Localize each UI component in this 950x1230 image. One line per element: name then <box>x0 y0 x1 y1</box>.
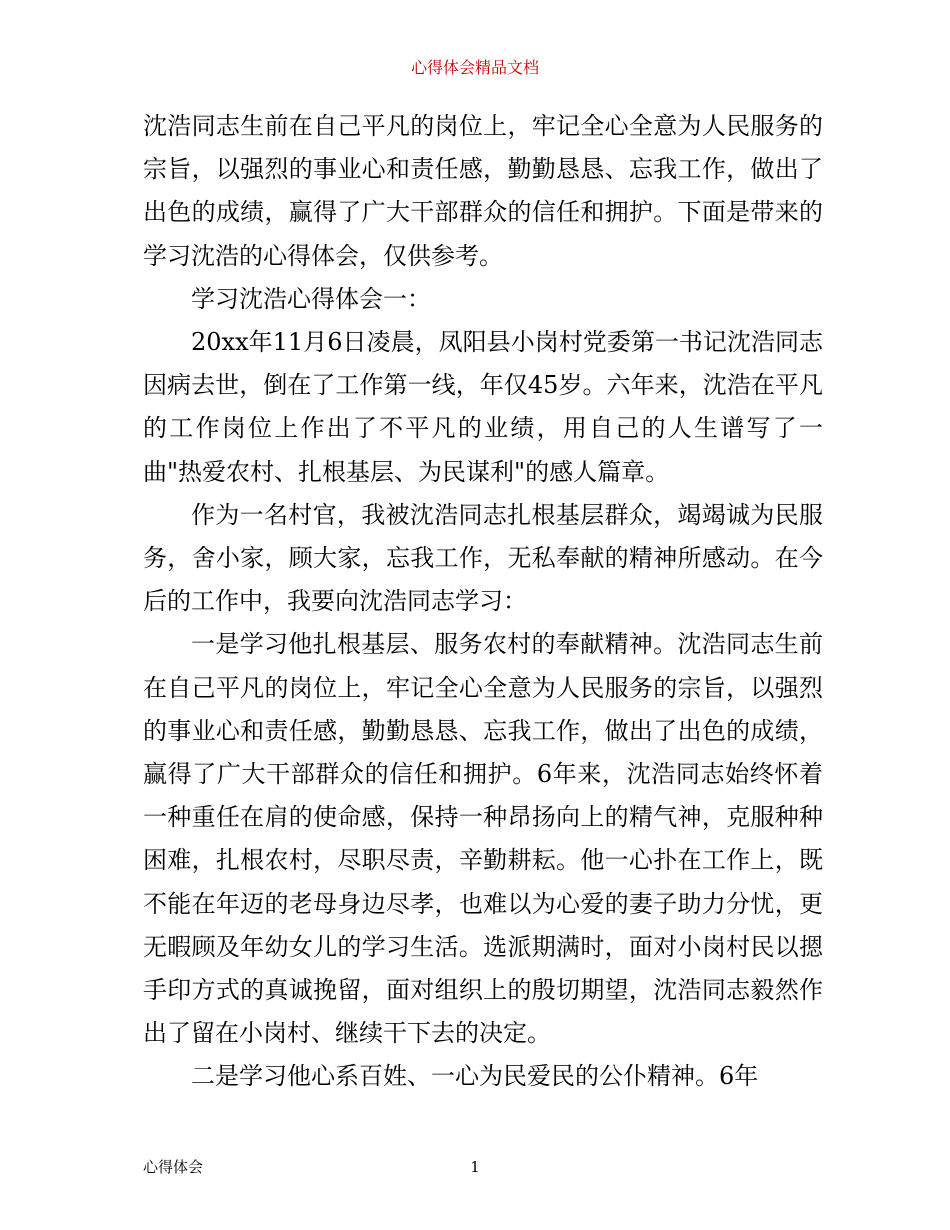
page-number: 1 <box>470 1158 480 1176</box>
footer-label: 心得体会 <box>143 1158 204 1176</box>
header-title: 心得体会精品文档 <box>410 58 539 77</box>
paragraph-point-two: 二是学习他心系百姓、一心为民爱民的公仆精神。6年 <box>191 1062 759 1091</box>
paragraph-reflection: 作为一名村官，我被沈浩同志扎根基层群众，竭竭诚为民服务，舍小家，顾大家，忘我工作，无私奉献的精神所感动。在今后的工作中，我要向沈浩同志学习： <box>143 500 823 616</box>
paragraph-section-heading: 学习沈浩心得体会一： <box>191 284 431 313</box>
paragraph-background: 20xx年11月6日凌晨，凤阳县小岗村党委第一书记沈浩同志因病去世，倒在了工作第一线，年仅45岁。六年来，沈浩在平凡的工作岗位上作出了不平凡的业绩，用自己的人生谱写了一曲"热爱农村、扎根基层、为民谋利"的感人篇章。 <box>143 328 823 486</box>
paragraph-intro: 沈浩同志生前在自己平凡的岗位上，牢记全心全意为人民服务的宗旨，以强烈的事业心和责任感，勤勤恳恳、忘我工作，做出了出色的成绩，赢得了广大干部群众的信任和拥护。下面是带来的学习沈浩的心得体会，仅供参考。 <box>143 112 823 270</box>
document-body <box>143 105 823 1099</box>
paragraph-point-one: 一是学习他扎根基层、服务农村的奉献精神。沈浩同志生前在自己平凡的岗位上，牢记全心全意为人民服务的宗旨，以强烈的事业心和责任感，勤勤恳恳、忘我工作，做出了出色的成绩，赢得了广大干部群众的信任和拥护。6年来，沈浩同志始终怀着一种重任在肩的使命感，保持一种昂扬向上的精气神，克服种种困难，扎根农村，尽职尽责，辛勤耕耘。他一心扑在工作上，既不能在年迈的老母身边尽孝，也难以为心爱的妻子助力分忧，更无暇顾及年幼女儿的学习生活。选派期满时，面对小岗村民以摁手印方式的真诚挽留，面对组织上的殷切期望，沈浩同志毅然作出了留在小岗村、继续干下去的决定。 <box>143 630 823 1048</box>
